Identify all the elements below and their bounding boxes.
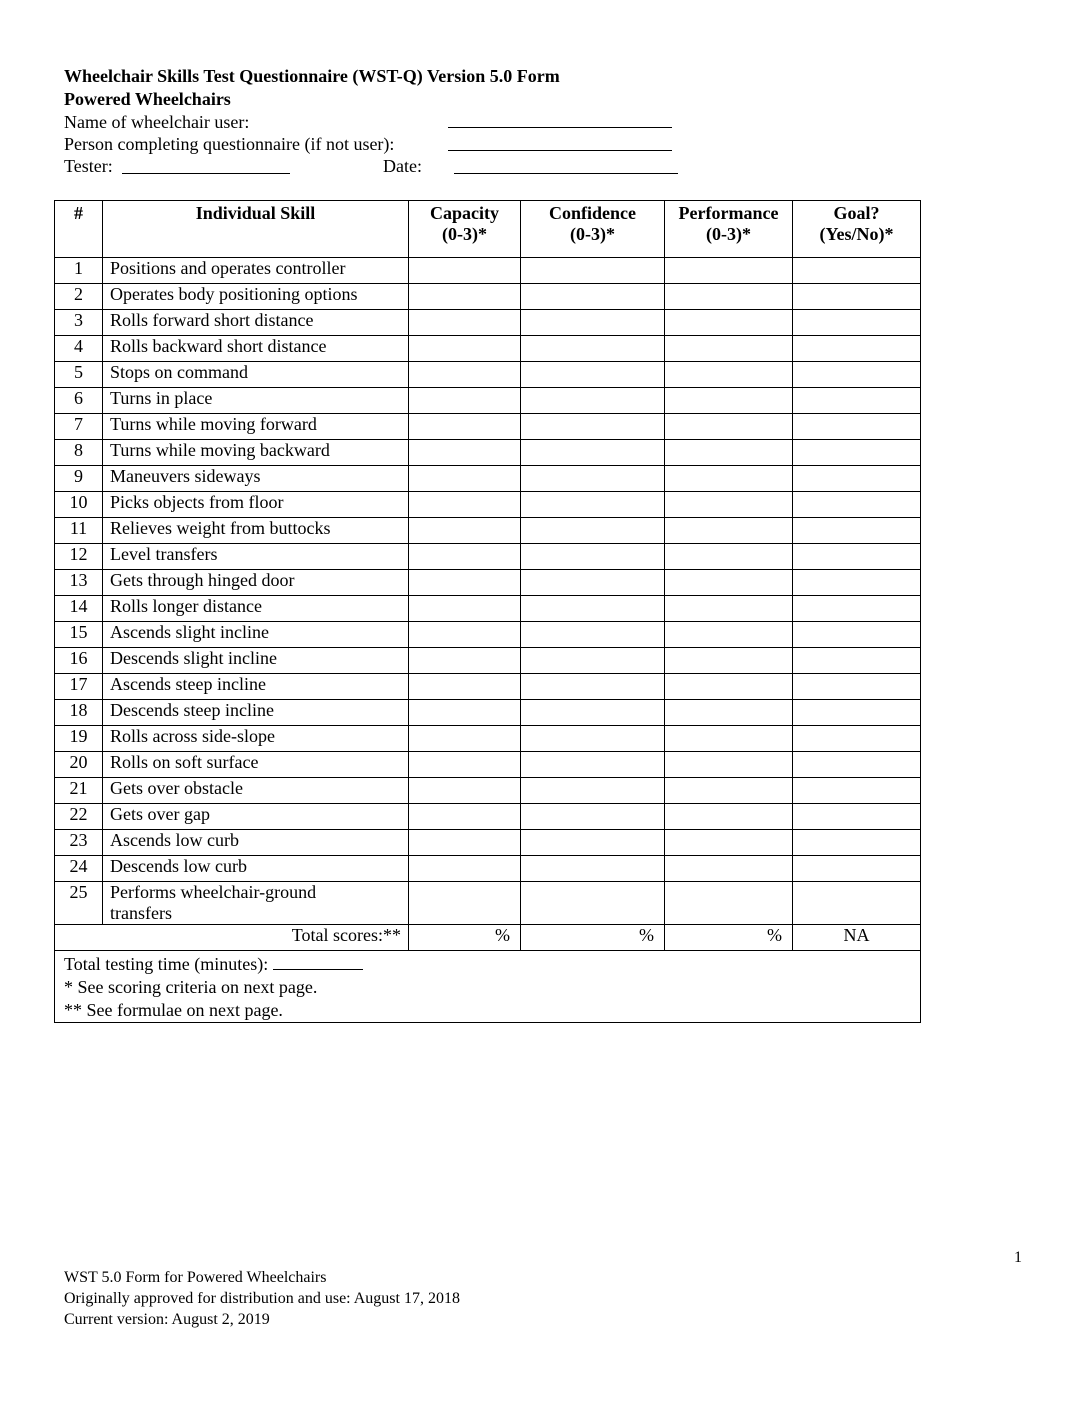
performance-cell[interactable] [665, 492, 793, 518]
skill-name: Positions and operates controller [103, 258, 409, 284]
table-row [55, 388, 921, 414]
skill-name: Gets through hinged door [103, 570, 409, 596]
skill-number: 24 [55, 856, 103, 882]
table-row [55, 596, 921, 622]
goal-header-title: Goal? [833, 203, 880, 223]
person-completing-label: Person completing questionnaire (if not user): [64, 134, 395, 154]
skill-number: 19 [55, 726, 103, 752]
capacity-cell[interactable] [409, 570, 521, 596]
goal-cell[interactable] [793, 622, 921, 648]
table-row [55, 518, 921, 544]
skill-number: 14 [55, 596, 103, 622]
table-row [55, 284, 921, 310]
confidence-cell[interactable] [521, 778, 665, 804]
goal-cell[interactable] [793, 596, 921, 622]
skill-name: Turns while moving forward [103, 414, 409, 440]
table-row [55, 544, 921, 570]
goal-total: NA [793, 925, 921, 951]
goal-header-options: (Yes/No)* [819, 224, 894, 244]
skill-number: 15 [55, 622, 103, 648]
capacity-cell[interactable] [409, 310, 521, 336]
table-row [55, 492, 921, 518]
form-subtitle: Powered Wheelchairs [64, 89, 231, 109]
table-row [55, 830, 921, 856]
capacity-cell[interactable] [409, 414, 521, 440]
skill-name: Stops on command [103, 362, 409, 388]
skills-table [54, 200, 921, 1023]
skill-name: Ascends steep incline [103, 674, 409, 700]
skill-number: 7 [55, 414, 103, 440]
skill-name: Rolls longer distance [103, 596, 409, 622]
confidence-cell[interactable] [521, 414, 665, 440]
confidence-cell[interactable] [521, 596, 665, 622]
goal-cell[interactable] [793, 804, 921, 830]
skill-number: 20 [55, 752, 103, 778]
confidence-cell[interactable] [521, 700, 665, 726]
total-scores-label: Total scores:** [55, 925, 409, 951]
confidence-cell[interactable] [521, 336, 665, 362]
confidence-cell[interactable] [521, 726, 665, 752]
skill-number: 3 [55, 310, 103, 336]
skill-number: 8 [55, 440, 103, 466]
confidence-cell[interactable] [521, 544, 665, 570]
performance-cell[interactable] [665, 752, 793, 778]
performance-header-title: Performance [678, 203, 779, 223]
confidence-cell[interactable] [521, 856, 665, 882]
table-header-row [55, 201, 921, 258]
performance-cell[interactable] [665, 726, 793, 752]
skill-name: Level transfers [103, 544, 409, 570]
formulae-note: ** See formulae on next page. [64, 1000, 283, 1020]
performance-cell[interactable] [665, 622, 793, 648]
capacity-cell[interactable] [409, 752, 521, 778]
performance-cell[interactable] [665, 648, 793, 674]
skill-number: 4 [55, 336, 103, 362]
confidence-cell[interactable] [521, 804, 665, 830]
confidence-cell[interactable] [521, 648, 665, 674]
tester-field[interactable] [122, 173, 290, 174]
confidence-header-title: Confidence [549, 203, 636, 223]
capacity-cell[interactable] [409, 596, 521, 622]
skill-name: Rolls on soft surface [103, 752, 409, 778]
skill-number: 17 [55, 674, 103, 700]
performance-cell[interactable] [665, 466, 793, 492]
capacity-cell[interactable] [409, 778, 521, 804]
skill-number: 23 [55, 830, 103, 856]
performance-cell[interactable] [665, 362, 793, 388]
goal-cell[interactable] [793, 856, 921, 882]
skill-name: Rolls backward short distance [103, 336, 409, 362]
capacity-cell[interactable] [409, 388, 521, 414]
capacity-cell[interactable] [409, 674, 521, 700]
table-row [55, 726, 921, 752]
confidence-cell[interactable] [521, 388, 665, 414]
goal-cell[interactable] [793, 492, 921, 518]
skill-number: 5 [55, 362, 103, 388]
testing-time-label: Total testing time (minutes): [64, 954, 269, 974]
performance-cell[interactable] [665, 778, 793, 804]
table-row [55, 440, 921, 466]
skill-name: Turns in place [103, 388, 409, 414]
performance-cell[interactable] [665, 570, 793, 596]
goal-cell[interactable] [793, 726, 921, 752]
goal-cell[interactable] [793, 440, 921, 466]
skill-name: Rolls across side-slope [103, 726, 409, 752]
table-row [55, 414, 921, 440]
skill-name: Gets over obstacle [103, 778, 409, 804]
table-row [55, 752, 921, 778]
table-row [55, 648, 921, 674]
skill-name: Descends slight incline [103, 648, 409, 674]
performance-header-scale: (0-3)* [706, 224, 751, 244]
performance-cell[interactable] [665, 674, 793, 700]
performance-cell[interactable] [665, 284, 793, 310]
performance-cell[interactable] [665, 518, 793, 544]
skill-name: Relieves weight from buttocks [103, 518, 409, 544]
goal-cell[interactable] [793, 674, 921, 700]
notes-row [55, 951, 921, 1023]
confidence-cell[interactable] [521, 752, 665, 778]
skill-number: 1 [55, 258, 103, 284]
footer-current-version: Current version: August 2, 2019 [64, 1311, 270, 1328]
capacity-cell[interactable] [409, 726, 521, 752]
confidence-total[interactable]: % [521, 925, 665, 951]
capacity-header-scale: (0-3)* [442, 224, 487, 244]
confidence-header-scale: (0-3)* [570, 224, 615, 244]
goal-cell[interactable] [793, 362, 921, 388]
table-row [55, 674, 921, 700]
goal-cell[interactable] [793, 648, 921, 674]
performance-cell[interactable] [665, 804, 793, 830]
skill-name: Descends low curb [103, 856, 409, 882]
column-header-goal [793, 201, 921, 258]
skill-number: 9 [55, 466, 103, 492]
capacity-cell[interactable] [409, 492, 521, 518]
confidence-cell[interactable] [521, 622, 665, 648]
confidence-cell[interactable] [521, 310, 665, 336]
skill-name: Descends steep incline [103, 700, 409, 726]
skill-number: 13 [55, 570, 103, 596]
table-row [55, 362, 921, 388]
confidence-cell[interactable] [521, 492, 665, 518]
skill-name [103, 882, 409, 925]
performance-cell[interactable] [665, 440, 793, 466]
goal-cell[interactable] [793, 752, 921, 778]
table-row [55, 700, 921, 726]
skill-name-line: Performs wheelchair-ground [110, 882, 317, 902]
performance-cell[interactable] [665, 882, 793, 925]
goal-cell[interactable] [793, 258, 921, 284]
capacity-cell[interactable] [409, 258, 521, 284]
totals-row [55, 925, 921, 951]
skill-name: Ascends low curb [103, 830, 409, 856]
goal-cell[interactable] [793, 466, 921, 492]
skill-number: 25 [55, 882, 103, 925]
skill-number: 2 [55, 284, 103, 310]
table-row [55, 778, 921, 804]
skill-name: Maneuvers sideways [103, 466, 409, 492]
testing-time-line [64, 953, 912, 976]
confidence-cell[interactable] [521, 258, 665, 284]
capacity-cell[interactable] [409, 700, 521, 726]
table-row [55, 310, 921, 336]
performance-total[interactable]: % [665, 925, 793, 951]
goal-cell[interactable] [793, 830, 921, 856]
capacity-cell[interactable] [409, 362, 521, 388]
capacity-cell[interactable] [409, 882, 521, 925]
skill-number: 22 [55, 804, 103, 830]
goal-cell[interactable] [793, 388, 921, 414]
scoring-note: * See scoring criteria on next page. [64, 977, 318, 997]
confidence-cell[interactable] [521, 882, 665, 925]
table-row [55, 466, 921, 492]
goal-cell[interactable] [793, 778, 921, 804]
performance-cell[interactable] [665, 258, 793, 284]
confidence-cell[interactable] [521, 466, 665, 492]
confidence-cell[interactable] [521, 830, 665, 856]
skill-name: Picks objects from floor [103, 492, 409, 518]
capacity-cell[interactable] [409, 804, 521, 830]
date-field[interactable] [454, 173, 678, 174]
wheelchair-user-field[interactable] [448, 127, 672, 128]
capacity-cell[interactable] [409, 440, 521, 466]
capacity-header-title: Capacity [430, 203, 499, 223]
skill-number: 11 [55, 518, 103, 544]
capacity-cell[interactable] [409, 622, 521, 648]
footer-approval-date: Originally approved for distribution and use: August 17, 2018 [64, 1290, 460, 1307]
tester-label: Tester: [64, 156, 113, 176]
date-label: Date: [383, 156, 422, 176]
confidence-cell[interactable] [521, 570, 665, 596]
capacity-cell[interactable] [409, 648, 521, 674]
form-title: Wheelchair Skills Test Questionnaire (WST-Q) Version 5.0 Form [64, 66, 560, 86]
testing-time-field[interactable] [273, 955, 363, 970]
capacity-cell[interactable] [409, 856, 521, 882]
skill-name: Operates body positioning options [103, 284, 409, 310]
performance-cell[interactable] [665, 310, 793, 336]
capacity-total[interactable]: % [409, 925, 521, 951]
skill-name: Gets over gap [103, 804, 409, 830]
confidence-cell[interactable] [521, 284, 665, 310]
table-row [55, 804, 921, 830]
capacity-cell[interactable] [409, 544, 521, 570]
capacity-cell[interactable] [409, 336, 521, 362]
capacity-cell[interactable] [409, 518, 521, 544]
table-row [55, 882, 921, 925]
goal-cell[interactable] [793, 882, 921, 925]
goal-cell[interactable] [793, 284, 921, 310]
goal-cell[interactable] [793, 414, 921, 440]
performance-cell[interactable] [665, 700, 793, 726]
confidence-cell[interactable] [521, 674, 665, 700]
column-header-capacity [409, 201, 521, 258]
goal-cell[interactable] [793, 310, 921, 336]
table-row [55, 336, 921, 362]
column-header-confidence [521, 201, 665, 258]
page-number: 1 [1014, 1249, 1022, 1266]
table-row [55, 258, 921, 284]
skill-number: 16 [55, 648, 103, 674]
person-completing-field[interactable] [448, 150, 672, 151]
skill-number: 6 [55, 388, 103, 414]
goal-cell[interactable] [793, 544, 921, 570]
confidence-cell[interactable] [521, 518, 665, 544]
performance-cell[interactable] [665, 596, 793, 622]
skill-name: Ascends slight incline [103, 622, 409, 648]
table-row [55, 622, 921, 648]
performance-cell[interactable] [665, 336, 793, 362]
capacity-cell[interactable] [409, 466, 521, 492]
goal-cell[interactable] [793, 570, 921, 596]
footer-form-name: WST 5.0 Form for Powered Wheelchairs [64, 1269, 327, 1286]
performance-cell[interactable] [665, 856, 793, 882]
notes-cell [55, 951, 921, 1023]
performance-cell[interactable] [665, 544, 793, 570]
skill-name-line: transfers [110, 903, 172, 923]
column-header-skill: Individual Skill [103, 201, 409, 258]
performance-cell[interactable] [665, 414, 793, 440]
skill-number: 12 [55, 544, 103, 570]
confidence-cell[interactable] [521, 362, 665, 388]
goal-cell[interactable] [793, 518, 921, 544]
goal-cell[interactable] [793, 336, 921, 362]
skill-name: Rolls forward short distance [103, 310, 409, 336]
column-header-performance [665, 201, 793, 258]
performance-cell[interactable] [665, 388, 793, 414]
column-header-number: # [55, 201, 103, 258]
table-row [55, 856, 921, 882]
confidence-cell[interactable] [521, 440, 665, 466]
capacity-cell[interactable] [409, 284, 521, 310]
performance-cell[interactable] [665, 830, 793, 856]
skill-number: 10 [55, 492, 103, 518]
skill-number: 21 [55, 778, 103, 804]
table-row [55, 570, 921, 596]
wheelchair-user-label: Name of wheelchair user: [64, 112, 250, 132]
skill-number: 18 [55, 700, 103, 726]
goal-cell[interactable] [793, 700, 921, 726]
skill-name: Turns while moving backward [103, 440, 409, 466]
capacity-cell[interactable] [409, 830, 521, 856]
